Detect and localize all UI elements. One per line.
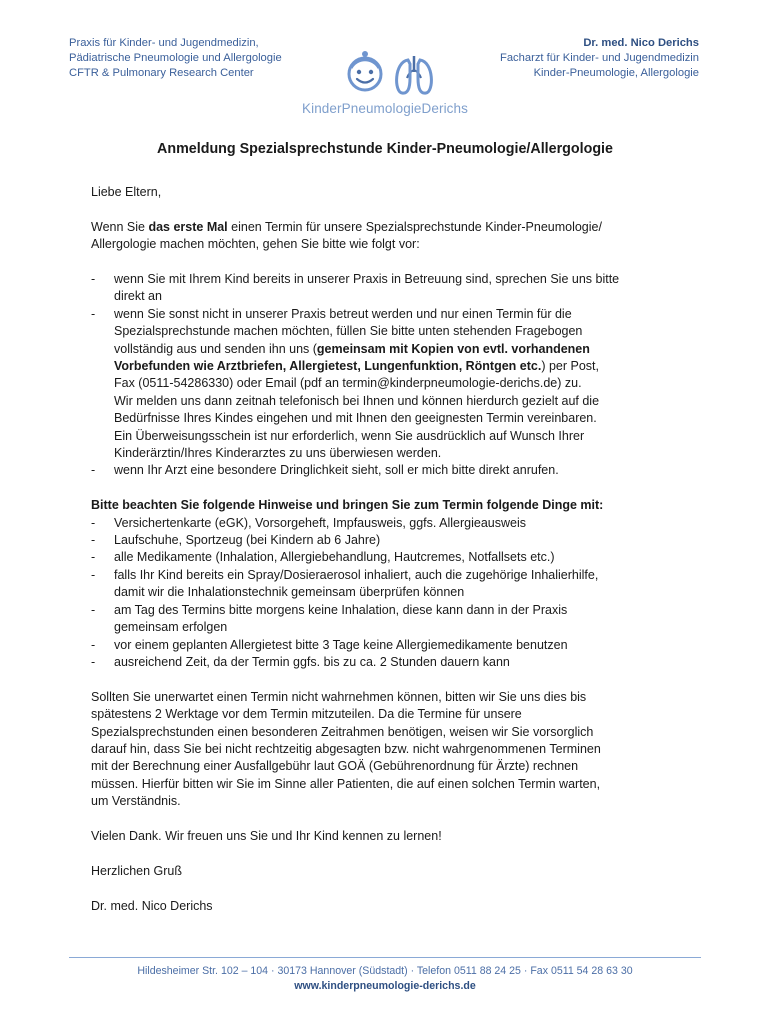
list-dash: - (91, 463, 96, 478)
list-item (91, 271, 711, 306)
cancellation-paragraph (91, 689, 711, 811)
list-line: Fax (0511-54286330) oder Email (pdf an termin@kinderpneumologie-derichs.de) zu. (114, 376, 582, 391)
paragraph-line: um Verständnis. (91, 794, 181, 809)
list-line: alle Medikamente (Inhalation, Allergiebehandlung, Hautcremes, Notfallsets etc.) (114, 550, 555, 565)
paragraph-line: Sollten Sie unerwartet einen Termin nicht wahrnehmen können, bitten wir Sie uns dies bis (91, 689, 587, 704)
list-line: direkt an (114, 289, 162, 304)
notes-list (91, 515, 711, 672)
intro-pre: Wenn Sie (91, 219, 149, 234)
list-dash: - (91, 515, 96, 530)
doctor-line: Facharzt für Kinder- und Jugendmedizin (500, 52, 699, 65)
list-item (91, 549, 711, 566)
footer-address: Hildesheimer Str. 102 – 104 · 30173 Hannover (Südstadt) · Telefon 0511 88 24 25 · Fax 0511 54 28 63 30 (137, 965, 633, 977)
list-item (91, 654, 711, 671)
intro-post: einen Termin für unsere Spezialsprechstunde Kinder-Pneumologie/ (227, 219, 602, 234)
list-line: wenn Ihr Arzt eine besondere Dringlichkeit sieht, soll er mich bitte direkt anrufen. (114, 463, 559, 478)
list-line: wenn Sie mit Ihrem Kind bereits in unserer Praxis in Betreuung sind, sprechen Sie uns bitte (114, 272, 620, 286)
closing: Herzlichen Gruß (91, 863, 182, 878)
notes-heading (91, 497, 711, 514)
list-line: gemeinsam erfolgen (114, 620, 228, 635)
paragraph-line: spätestens 2 Werktage vor dem Termin mitzuteilen. Da die Termine für unsere (91, 707, 522, 722)
list-item (91, 306, 711, 463)
list-line: vor einem geplanten Allergietest bitte 3 Tage keine Allergiemedikamente benutzen (114, 637, 568, 652)
list-bold: gemeinsam mit Kopien von evtl. vorhandenen (316, 341, 590, 356)
list-line: Kinderärztin/Ihres Kinderarztes zu uns überwiesen werden. (114, 446, 442, 461)
list-item (91, 567, 711, 602)
paragraph-line: Spezialsprechstunden einen besonderen Zeitrahmen benötigen, weisen wir Sie vorsorglich (91, 724, 594, 739)
list-line: vollständig aus und senden ihn uns ( (114, 341, 317, 356)
paragraph-line: müssen. Hierfür bitten wir Sie im Sinne aller Patienten, die auf einen solchen Termin warten, (91, 776, 601, 791)
list-line: Laufschuhe, Sportzeug (bei Kindern ab 6 Jahre) (114, 533, 381, 548)
list-item (91, 637, 711, 654)
practice-line: Pädiatrische Pneumologie und Allergologie (69, 52, 282, 65)
list-line: wenn Sie sonst nicht in unserer Praxis betreut werden und nur einen Termin für die (114, 306, 572, 321)
child-face-and-lungs-icon (336, 48, 446, 102)
intro-line2: Allergologie machen möchten, gehen Sie bitte wie folgt vor: (91, 237, 420, 252)
list-dash: - (91, 637, 96, 652)
doctor-name: Dr. med. Nico Derichs (583, 37, 699, 49)
list-item (91, 515, 711, 532)
practice-line: Praxis für Kinder- und Jugendmedizin, (69, 37, 259, 49)
thanks: Vielen Dank. Wir freuen uns Sie und Ihr Kind kennen zu lernen! (91, 828, 442, 843)
list-dash: - (91, 533, 96, 548)
practice-line: CFTR & Pulmonary Research Center (69, 67, 254, 80)
list-dash: - (91, 272, 96, 286)
list-dash: - (91, 550, 96, 565)
list-line: damit wir die Inhalationstechnik gemeinsam überprüfen können (114, 585, 465, 600)
list-line: Wir melden uns dann zeitnah telefonisch bei Ihnen und können hierdurch gezielt auf die (114, 393, 600, 408)
list-line: falls Ihr Kind bereits ein Spray/Dosieraerosol inhaliert, auch die zugehörige Inhalierhilfe, (114, 567, 599, 582)
list-line: Spezialsprechstunde machen möchten, füllen Sie bitte unten stehenden Fragebogen (114, 324, 583, 339)
greeting: Liebe Eltern, (91, 185, 162, 199)
list-line: ) per Post, (541, 359, 600, 374)
list-dash: - (91, 654, 96, 669)
list-line: Ein Überweisungsschein ist nur erforderlich, wenn Sie ausdrücklich auf Wunsch Ihrer (114, 428, 585, 443)
page-title: Anmeldung Spezialsprechstunde Kinder-Pneumologie/Allergologie (157, 141, 613, 157)
list-item (91, 462, 711, 479)
notes-heading-text: Bitte beachten Sie folgende Hinweise und bringen Sie zum Termin folgende Dinge mit: (91, 498, 604, 513)
intro-bold: das erste Mal (148, 219, 228, 234)
paragraph-line: darauf hin, dass Sie bei nicht rechtzeitig abgesagten bzw. nicht wahrgenommenen Terminen (91, 741, 601, 756)
list-line: ausreichend Zeit, da der Termin ggfs. bis zu ca. 2 Stunden dauern kann (114, 654, 510, 669)
list-line: am Tag des Termins bitte morgens keine Inhalation, diese kann dann in der Praxis (114, 602, 568, 617)
intro-paragraph (91, 219, 711, 254)
list-item (91, 532, 711, 549)
footer-divider (69, 957, 701, 958)
paragraph-line: mit der Berechnung einer Ausfallgebühr laut GOÄ (Gebührenordnung für Ärzte) rechnen (91, 759, 579, 774)
signature: Dr. med. Nico Derichs (91, 898, 213, 913)
doctor-line: Kinder-Pneumologie, Allergologie (533, 67, 699, 80)
doctor-info (500, 36, 699, 82)
list-line: Versichertenkarte (eGK), Vorsorgeheft, Impfausweis, ggfs. Allergieausweis (114, 515, 526, 530)
list-dash: - (91, 306, 96, 321)
list-dash: - (91, 567, 96, 582)
list-dash: - (91, 602, 96, 617)
letter-body (91, 184, 711, 915)
list-item (91, 602, 711, 637)
footer-website-link[interactable]: www.kinderpneumologie-derichs.de (294, 980, 476, 992)
practice-info (69, 36, 282, 82)
list-line: Bedürfnisse Ihres Kindes eingehen und mit Ihnen den geeignesten Termin vereinbaren. (114, 411, 597, 426)
list-bold: Vorbefunden wie Arztbriefen, Allergietest, Lungenfunktion, Röntgen etc. (114, 359, 542, 374)
brand-name: KinderPneumologieDerichs (302, 101, 468, 116)
